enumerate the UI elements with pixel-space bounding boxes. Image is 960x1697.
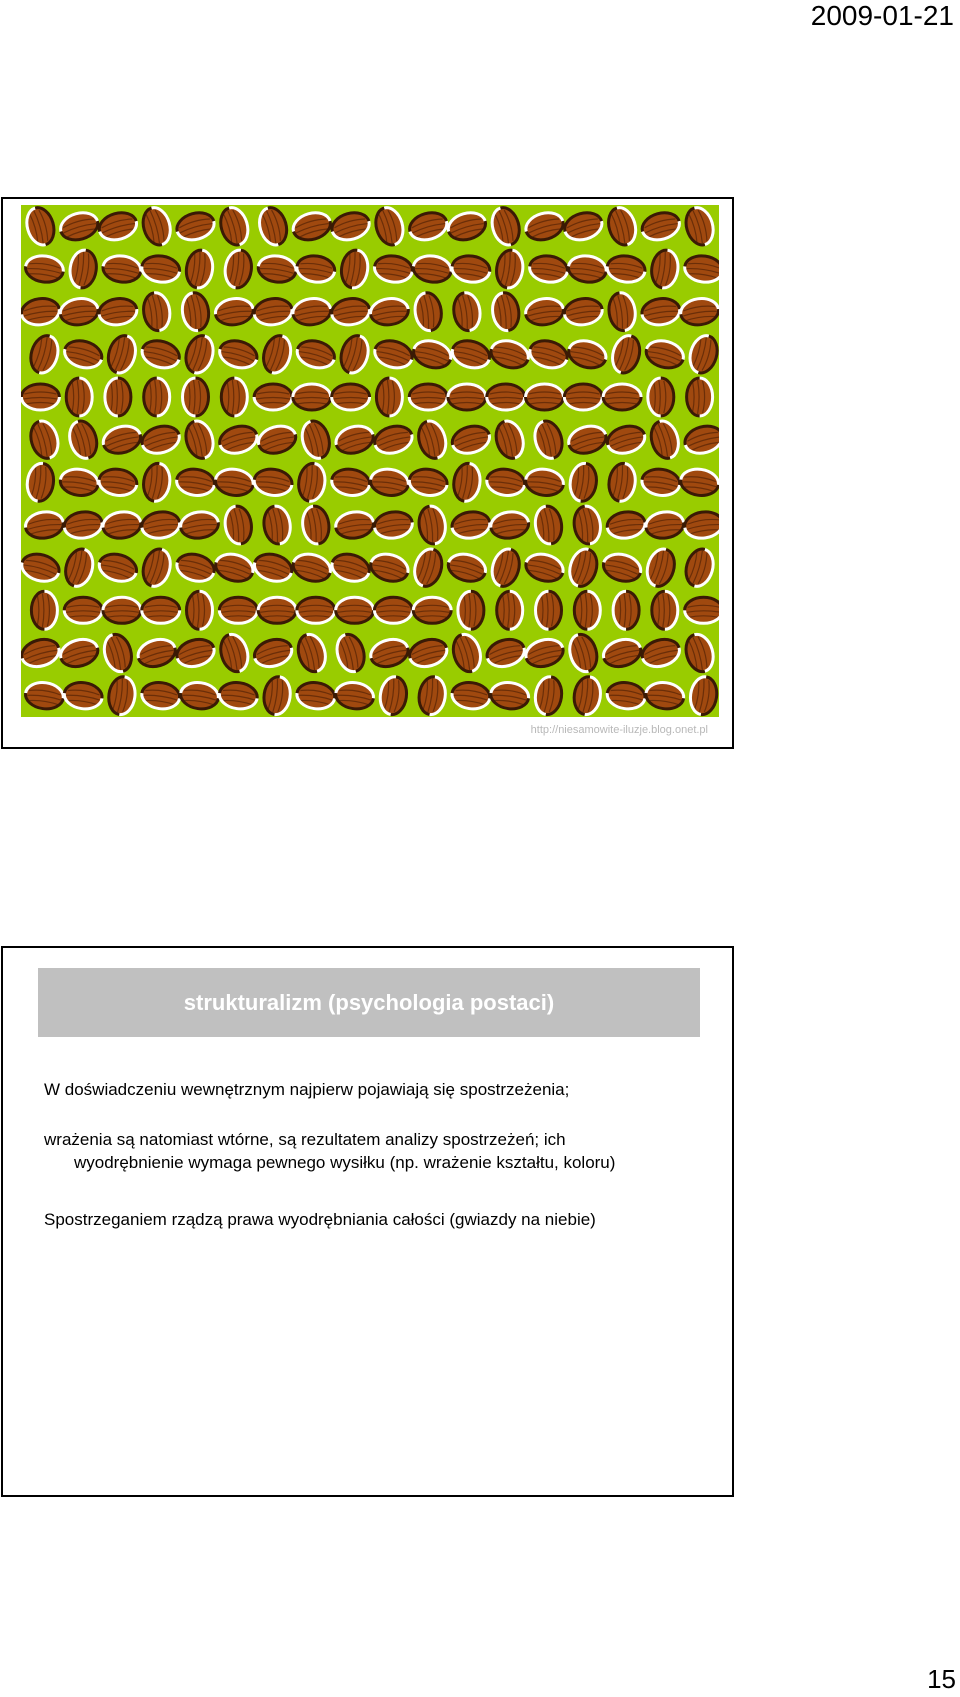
seed <box>216 337 260 372</box>
seed <box>603 384 641 410</box>
seed <box>175 467 216 498</box>
seed <box>251 550 295 585</box>
seed <box>488 205 523 248</box>
seed <box>174 635 218 670</box>
seed <box>492 418 527 462</box>
seed <box>300 504 331 545</box>
seed <box>142 597 180 623</box>
seed <box>489 509 530 540</box>
seed <box>608 332 643 376</box>
seed <box>223 504 254 545</box>
seed <box>682 631 717 675</box>
seed <box>417 675 448 716</box>
seed <box>65 418 100 462</box>
seed <box>294 337 338 372</box>
seed <box>533 504 564 545</box>
seed <box>139 337 183 372</box>
seed <box>406 635 450 670</box>
seed <box>339 248 370 289</box>
seed <box>523 635 567 670</box>
seed <box>451 291 482 332</box>
seed <box>135 635 179 670</box>
seed <box>533 675 564 716</box>
seed <box>182 418 217 462</box>
seed <box>24 680 65 711</box>
seed <box>64 597 102 623</box>
seed <box>63 680 104 711</box>
seed <box>640 467 681 498</box>
seed <box>643 546 678 590</box>
seed <box>223 248 254 289</box>
seed <box>368 635 412 670</box>
seed <box>490 291 521 332</box>
seed <box>262 675 293 716</box>
seed <box>290 550 334 585</box>
seed <box>297 597 335 623</box>
seed <box>572 675 603 716</box>
seed <box>101 509 142 540</box>
seed <box>214 296 255 327</box>
seed <box>410 546 445 590</box>
seed <box>605 680 646 711</box>
seed <box>21 384 59 410</box>
seed <box>607 291 638 332</box>
seed <box>24 509 65 540</box>
seed <box>686 332 719 376</box>
seed <box>68 248 99 289</box>
seed <box>605 253 646 284</box>
seed <box>600 550 644 585</box>
seed <box>23 205 58 248</box>
seed <box>566 546 601 590</box>
seed <box>683 253 719 284</box>
seed <box>524 467 565 498</box>
seed <box>376 378 402 416</box>
seed <box>332 384 370 410</box>
seed <box>140 253 181 284</box>
seed <box>413 291 444 332</box>
seed <box>489 680 530 711</box>
seed <box>600 635 644 670</box>
paragraph-3: Spostrzeganiem rządzą prawa wyodrębniania całości (gwiazdy na niebie) <box>44 1210 596 1229</box>
seed <box>682 546 717 590</box>
seed <box>497 591 523 629</box>
seed <box>218 680 259 711</box>
seed <box>259 332 294 376</box>
seed <box>451 462 482 503</box>
seed <box>450 509 491 540</box>
seed <box>25 462 56 503</box>
seed <box>565 422 609 457</box>
seed <box>66 378 92 416</box>
seed <box>406 209 450 244</box>
seed <box>27 418 62 462</box>
seed <box>369 467 410 498</box>
seed <box>258 597 296 623</box>
seed <box>294 631 329 675</box>
seed <box>639 635 683 670</box>
seed <box>414 418 449 462</box>
seed <box>536 591 562 629</box>
seed <box>449 631 484 675</box>
seed <box>298 418 333 462</box>
seed <box>487 384 525 410</box>
seed <box>255 205 290 248</box>
seed <box>104 332 139 376</box>
seed <box>96 209 140 244</box>
seed <box>221 378 247 416</box>
seed <box>494 248 525 289</box>
paragraph-2-line-1: wrażenia są natomiast wtórne, są rezultatem analizy spostrzeżeń; ich <box>44 1130 566 1149</box>
slide-title-bar <box>38 968 700 1037</box>
seed <box>484 635 528 670</box>
seed <box>57 209 101 244</box>
seed <box>373 253 414 284</box>
seed <box>410 337 454 372</box>
seed <box>568 462 599 503</box>
seed <box>644 509 685 540</box>
seed <box>644 680 685 711</box>
seed <box>63 509 104 540</box>
seed <box>21 550 62 585</box>
seed <box>373 509 414 540</box>
seed <box>523 550 567 585</box>
seed <box>652 591 678 629</box>
seed <box>187 591 213 629</box>
seed <box>531 418 566 462</box>
seed <box>450 680 491 711</box>
rotating-seeds-illusion <box>21 205 719 717</box>
seed <box>290 209 334 244</box>
seed <box>140 509 181 540</box>
seed <box>179 509 220 540</box>
seed <box>262 504 293 545</box>
seed <box>174 209 218 244</box>
source-url: http://niesamowite-iluzje.blog.onet.pl <box>530 724 708 736</box>
seed <box>214 467 255 498</box>
seed <box>458 591 484 629</box>
seed <box>57 635 101 670</box>
seed <box>445 209 489 244</box>
seed <box>255 422 299 457</box>
seed <box>527 337 571 372</box>
seed <box>409 384 447 410</box>
illusion-image <box>21 205 719 717</box>
seed <box>679 467 719 498</box>
seed <box>179 680 220 711</box>
seed <box>61 337 105 372</box>
seed <box>144 378 170 416</box>
seed <box>295 253 336 284</box>
seed <box>524 296 565 327</box>
seed <box>296 462 327 503</box>
seed <box>21 296 61 327</box>
seed <box>683 509 719 540</box>
seed <box>488 337 532 372</box>
seed <box>59 296 100 327</box>
seed <box>563 296 604 327</box>
seed <box>31 591 57 629</box>
seed <box>649 248 680 289</box>
seed <box>96 550 140 585</box>
paragraph-2-line-2: wyodrębnienie wymaga pewnego wysiłku (np. wrażenie kształtu, koloru) <box>74 1153 616 1172</box>
seed <box>643 337 687 372</box>
slide-title: strukturalizm (psychologia postaci) <box>183 989 555 1015</box>
seed <box>372 205 407 248</box>
seed <box>449 422 493 457</box>
seed <box>97 296 138 327</box>
seed <box>336 597 374 623</box>
seed <box>252 296 293 327</box>
seed <box>449 337 493 372</box>
seed <box>613 591 639 629</box>
seed <box>256 253 297 284</box>
seed <box>417 504 448 545</box>
header-date: 2009-01-21 <box>810 0 954 31</box>
seed <box>140 680 181 711</box>
seed <box>295 680 336 711</box>
seed <box>639 209 683 244</box>
seed <box>687 378 713 416</box>
seed <box>216 422 260 457</box>
seed <box>180 291 211 332</box>
seed <box>378 675 409 716</box>
seed <box>217 631 252 675</box>
seed <box>640 296 681 327</box>
seed <box>523 209 567 244</box>
seed <box>648 378 674 416</box>
seed <box>141 462 172 503</box>
seed <box>329 209 373 244</box>
seed <box>139 546 174 590</box>
seed <box>97 467 138 498</box>
seed <box>333 422 377 457</box>
seed <box>219 597 257 623</box>
seed <box>217 205 252 248</box>
seed <box>330 296 371 327</box>
seed <box>139 205 174 248</box>
seed <box>100 422 144 457</box>
seed <box>59 467 100 498</box>
seed <box>101 253 142 284</box>
seed <box>105 378 131 416</box>
seed <box>291 296 332 327</box>
seed <box>174 550 218 585</box>
seed <box>212 550 256 585</box>
seed <box>564 384 602 410</box>
seed <box>528 253 569 284</box>
seed <box>103 597 141 623</box>
seed <box>61 546 96 590</box>
seed <box>572 504 603 545</box>
seed <box>139 422 183 457</box>
seed <box>24 253 65 284</box>
seed <box>413 597 451 623</box>
seed <box>334 680 375 711</box>
seed <box>368 550 412 585</box>
seed <box>688 675 719 716</box>
seed <box>372 337 416 372</box>
seed <box>408 467 449 498</box>
seed <box>604 422 648 457</box>
seed <box>372 422 416 457</box>
seed <box>448 384 486 410</box>
seed <box>685 597 719 623</box>
seed <box>485 467 526 498</box>
seed <box>682 422 719 457</box>
seed <box>369 296 410 327</box>
seed <box>679 296 719 327</box>
seed <box>561 209 605 244</box>
seed <box>334 509 375 540</box>
seed <box>337 332 372 376</box>
seed <box>251 635 295 670</box>
seed <box>604 205 639 248</box>
seed <box>252 467 293 498</box>
seed <box>184 248 215 289</box>
seed <box>566 631 601 675</box>
seed <box>605 509 646 540</box>
seed <box>333 631 368 675</box>
seed <box>182 332 217 376</box>
seed <box>526 384 564 410</box>
seed <box>647 418 682 462</box>
seed <box>330 467 371 498</box>
seed <box>21 635 62 670</box>
seed <box>254 384 292 410</box>
seed <box>607 462 638 503</box>
seed <box>488 546 523 590</box>
seed <box>412 253 453 284</box>
seed <box>106 675 137 716</box>
seed <box>293 384 331 410</box>
slide-strukturalizm <box>1 946 734 1497</box>
seed <box>574 591 600 629</box>
seed <box>329 550 373 585</box>
seed <box>100 631 135 675</box>
seed <box>565 337 609 372</box>
seed <box>27 332 62 376</box>
seed <box>682 205 717 248</box>
slide-illusion <box>1 197 734 749</box>
paragraph-1: W doświadczeniu wewnętrznym najpierw pojawiają się spostrzeżenia; <box>44 1080 570 1099</box>
seed <box>445 550 489 585</box>
seed <box>374 597 412 623</box>
seed <box>567 253 608 284</box>
page-number: 15 <box>927 1664 956 1694</box>
seed <box>141 291 172 332</box>
seed <box>450 253 491 284</box>
seed <box>183 378 209 416</box>
